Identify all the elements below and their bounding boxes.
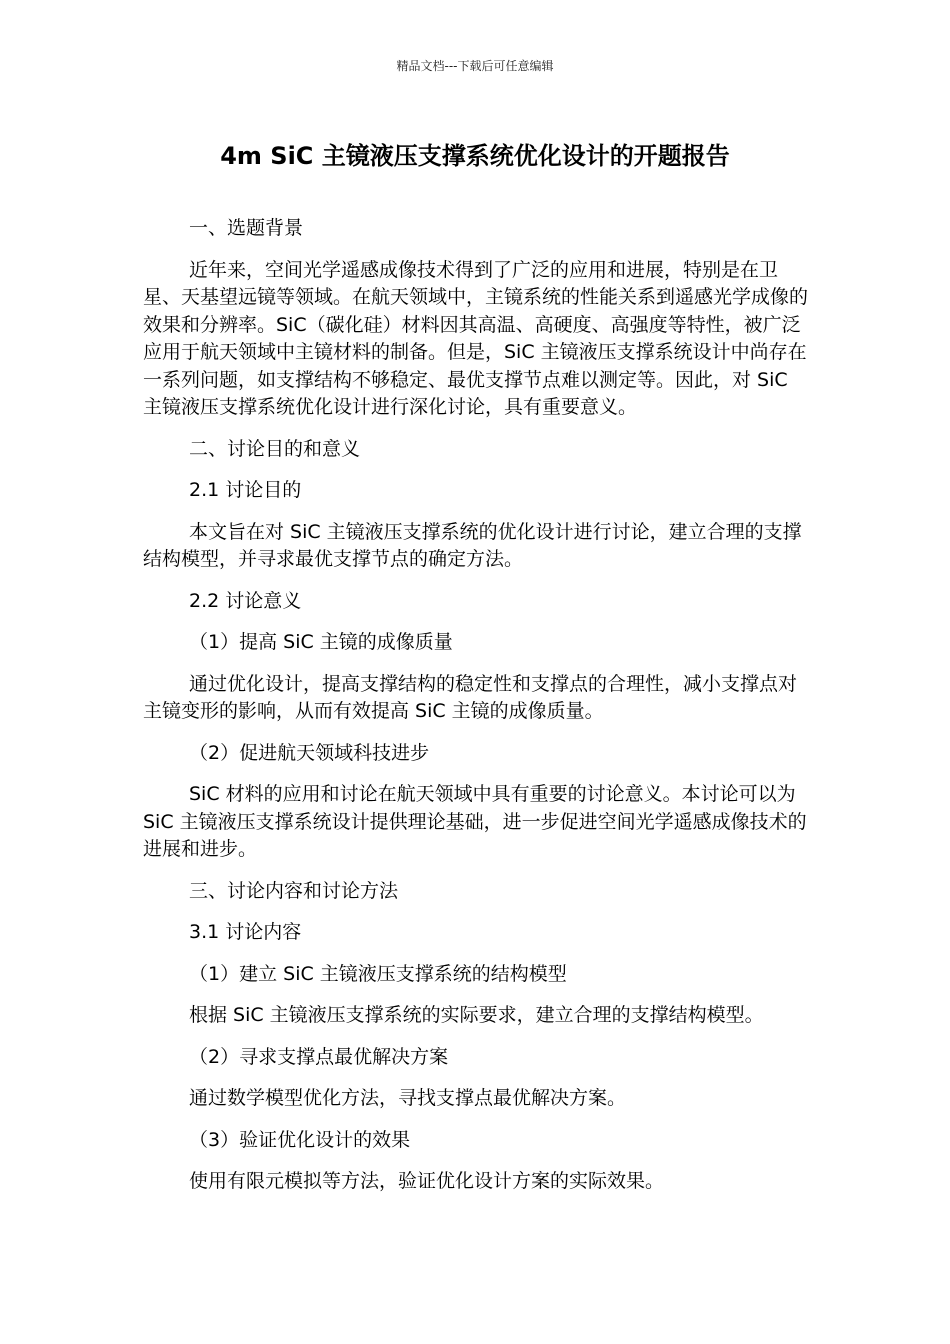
document-body (143, 215, 809, 1196)
paragraph-content-1: 根据 SiC 主镜液压支撑系统的实际要求，建立合理的支撑结构模型。 (189, 1004, 764, 1026)
list-item-significance-1: （1）提高 SiC 主镜的成像质量 (189, 631, 453, 653)
paragraph-significance-1: 通过优化设计，提高支撑结构的稳定性和支撑点的合理性，减小支撑点对主镜变形的影响，从而有效提高 SiC 主镜的成像质量。 (143, 672, 798, 722)
paragraph-purpose: 本文旨在对 SiC 主镜液压支撑系统的优化设计进行讨论，建立合理的支撑结构模型，并寻求最优支撑节点的确定方法。 (143, 520, 802, 570)
list-item-content-3: （3）验证优化设计的效果 (189, 1128, 411, 1151)
section-heading-background: 一、选题背景 (189, 217, 304, 239)
paragraph-background: 近年来，空间光学遥感成像技术得到了广泛的应用和进展，特别是在卫星、天基望远镜等领域。在航天领域中，主镜系统的性能关系到遥感光学成像的效果和分辨率。SiC（碳化硅）材料因其高温、高硬度、高强度等特性，被广泛应用于航天领域中主镜材料的制备。但是，SiC 主镜液压支撑系统设计中尚存在一系列问题，如支撑结构不够稳定、最优支撑节点难以测定等。因此，对 SiC 主镜液压支撑系统优化设计进行深化讨论，具有重要意义。 (143, 258, 809, 418)
paragraph-content-2: 通过数学模型优化方法，寻找支撑点最优解决方案。 (189, 1087, 627, 1109)
list-item-significance-2: （2）促进航天领域科技进步 (189, 741, 430, 764)
paragraph-significance-2: SiC 材料的应用和讨论在航天领域中具有重要的讨论意义。本讨论可以为 SiC 主镜液压支撑系统设计提供理论基础，进一步促进空间光学遥感成像技术的进展和进步。 (143, 783, 807, 860)
subheading-purpose: 2.1 讨论目的 (189, 479, 302, 501)
subheading-significance: 2.2 讨论意义 (189, 589, 302, 612)
section-heading-purpose: 二、讨论目的和意义 (189, 437, 361, 460)
subheading-content: 3.1 讨论内容 (189, 921, 302, 943)
section-heading-content: 三、讨论内容和讨论方法 (189, 879, 399, 902)
paragraph-content-3: 使用有限元模拟等方法，验证优化设计方案的实际效果。 (189, 1170, 665, 1192)
list-item-content-2: （2）寻求支撑点最优解决方案 (189, 1045, 449, 1068)
header-note: 精品文档---下载后可任意编辑 (396, 59, 554, 73)
document-title: 4m SiC 主镜液压支撑系统优化设计的开题报告 (220, 142, 730, 170)
list-item-content-1: （1）建立 SiC 主镜液压支撑系统的结构模型 (189, 962, 567, 985)
